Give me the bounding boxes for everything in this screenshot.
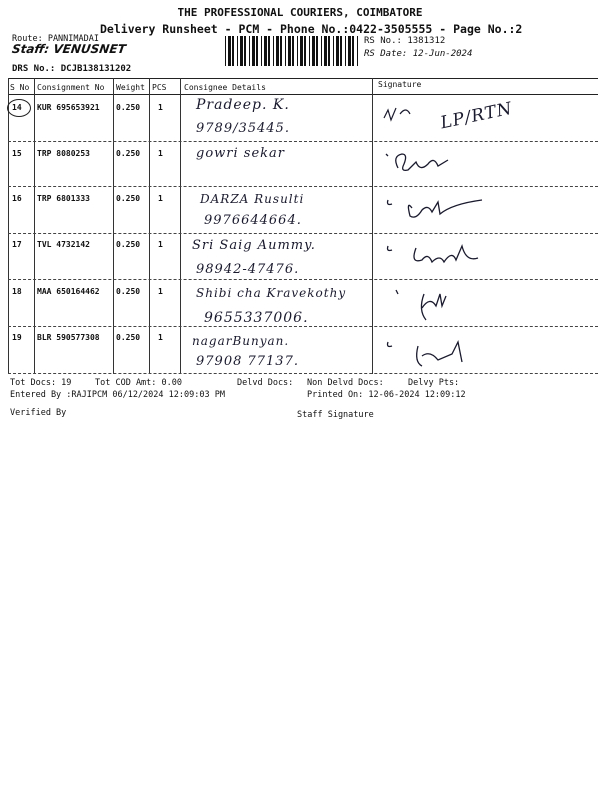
col-divider [113, 78, 114, 374]
row-weight: 0.250 [116, 149, 141, 158]
barcode-bar [348, 36, 351, 66]
barcode-bar [328, 36, 330, 66]
barcode-bar [309, 36, 310, 66]
barcode-bar [357, 36, 358, 66]
barcode-bar [288, 36, 291, 66]
consignee-phone: 98942-47476. [196, 262, 300, 277]
barcode-bar [300, 36, 303, 66]
barcode-bar [225, 36, 226, 66]
handwritten-signature [382, 100, 442, 135]
barcode-bar [249, 36, 250, 66]
col-divider [149, 78, 150, 374]
barcode-bar [292, 36, 294, 66]
row-sno: 19 [12, 333, 22, 342]
consignee-name: Shibi cha Kravekothy [196, 286, 347, 300]
staff-signature-label: Staff Signature [297, 410, 374, 420]
col-header-consignment: Consignment No [37, 83, 105, 92]
row-separator [8, 326, 598, 327]
handwritten-signature [382, 236, 492, 276]
company-title: THE PROFESSIONAL COURIERS, COIMBATORE [177, 6, 423, 19]
row-weight: 0.250 [116, 194, 141, 203]
row-consignment: TRP 8080253 [37, 149, 90, 158]
consignee-name: DARZA Rusulti [200, 192, 305, 206]
consignee-phone: 97908 77137. [196, 354, 299, 369]
row-sno: 14 [12, 103, 22, 112]
row-separator [8, 141, 598, 142]
barcode-bar [316, 36, 318, 66]
delivered-docs: Delvd Docs: [237, 378, 294, 388]
col-header-pcs: PCS [152, 83, 167, 92]
staff-label: Staff: VENUSNET [11, 42, 127, 56]
table-top-border [8, 78, 598, 79]
total-cod-amount: Tot COD Amt: 0.00 [95, 378, 182, 388]
barcode-bar [276, 36, 279, 66]
total-docs: Tot Docs: 19 [10, 378, 72, 388]
barcode-image [225, 36, 360, 66]
row-weight: 0.250 [116, 333, 141, 342]
row-weight: 0.250 [116, 240, 141, 249]
row-consignment: TVL 4732142 [37, 240, 90, 249]
non-delivered-docs: Non Delvd Docs: [307, 378, 384, 388]
col-header-consignee: Consignee Details [184, 83, 266, 92]
table-header-border [8, 94, 598, 95]
table-bottom-border [8, 373, 598, 374]
row-pcs: 1 [158, 333, 163, 342]
row-separator [8, 233, 598, 234]
barcode-bar [252, 36, 255, 66]
barcode-bar [312, 36, 315, 66]
handwritten-signature [382, 142, 472, 180]
printed-on: Printed On: 12-06-2024 12:09:12 [307, 390, 466, 400]
verified-by: Verified By [10, 408, 67, 418]
row-sno: 18 [12, 287, 22, 296]
row-consignment: BLR 590577308 [37, 333, 100, 342]
barcode-bar [232, 36, 234, 66]
handwritten-signature [382, 332, 492, 372]
barcode-bar [268, 36, 270, 66]
row-pcs: 1 [158, 287, 163, 296]
row-consignment: TRP 6801333 [37, 194, 90, 203]
consignee-phone: 9976644664. [204, 213, 302, 228]
barcode-bar [261, 36, 262, 66]
consignee-phone: 9789/35445. [196, 121, 290, 136]
row-sno: 17 [12, 240, 22, 249]
runsheet-subtitle: Delivery Runsheet - PCM - Phone No.:0422-3505555 - Page No.:2 [100, 22, 523, 36]
route-label: Route: PANNIMADAI [12, 34, 99, 44]
barcode-bar [264, 36, 267, 66]
barcode-bar [333, 36, 334, 66]
delivery-points: Delvy Pts: [408, 378, 460, 388]
col-header-signature: Signature [378, 80, 422, 89]
barcode-bar [285, 36, 286, 66]
consignee-name: Sri Saig Aummy. [192, 238, 316, 253]
barcode-bar [336, 36, 339, 66]
handwritten-signature [382, 190, 492, 226]
col-divider [372, 78, 373, 374]
consignee-name: Pradeep. K. [196, 97, 290, 113]
row-separator [8, 279, 598, 280]
barcode-bar [340, 36, 342, 66]
drs-number: DRS No.: DCJB138131202 [12, 64, 132, 74]
consignee-phone: 9655337006. [204, 310, 309, 326]
row-sno: 15 [12, 149, 22, 158]
barcode-bar [273, 36, 274, 66]
handwritten-signature [382, 286, 472, 326]
row-sno: 16 [12, 194, 22, 203]
col-header-weight: Weight [116, 83, 145, 92]
row-weight: 0.250 [116, 287, 141, 296]
barcode-bar [244, 36, 246, 66]
col-divider [34, 78, 35, 374]
signature-note: LP/RTN [438, 98, 515, 134]
row-pcs: 1 [158, 194, 163, 203]
consignee-name: nagarBunyan. [192, 334, 290, 348]
barcode-bar [324, 36, 327, 66]
rs-number: RS No.: 1381312 [364, 36, 446, 46]
table-left-border [8, 78, 9, 374]
barcode-bar [352, 36, 354, 66]
barcode-bar [256, 36, 258, 66]
row-pcs: 1 [158, 149, 163, 158]
entered-by: Entered By :RAJIPCM 06/12/2024 12:09:03 PM [10, 390, 225, 400]
row-pcs: 1 [158, 240, 163, 249]
row-consignment: KUR 695653921 [37, 103, 100, 112]
barcode-bar [280, 36, 282, 66]
row-pcs: 1 [158, 103, 163, 112]
rs-date: RS Date: 12-Jun-2024 [364, 49, 473, 59]
col-divider [180, 78, 181, 374]
consignee-name: gowri sekar [196, 146, 285, 161]
barcode-bar [240, 36, 243, 66]
barcode-bar [345, 36, 346, 66]
barcode-bar [297, 36, 298, 66]
row-weight: 0.250 [116, 103, 141, 112]
barcode-bar [228, 36, 231, 66]
row-separator [8, 186, 598, 187]
barcode-bar [304, 36, 306, 66]
barcode-bar [321, 36, 322, 66]
row-consignment: MAA 650164462 [37, 287, 100, 296]
barcode-bar [237, 36, 238, 66]
col-header-sno: S No [10, 83, 30, 92]
